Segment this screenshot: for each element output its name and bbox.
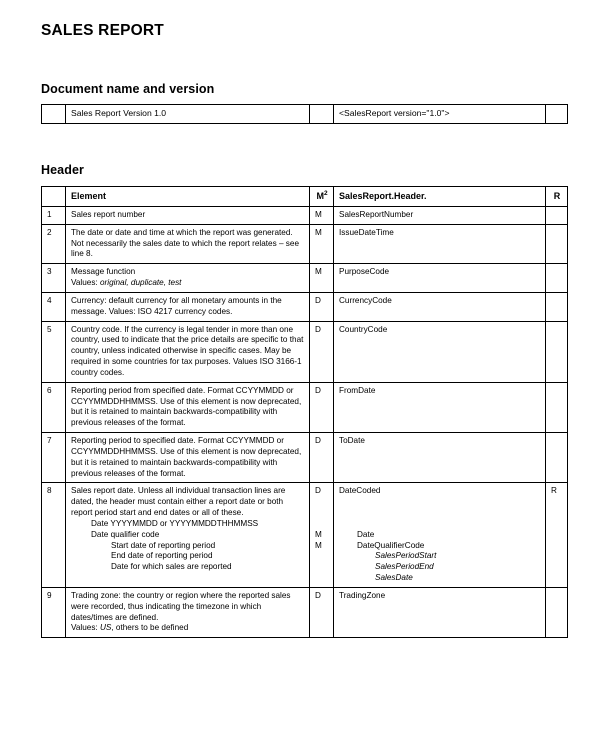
row-element: Reporting period from specified date. Format CCYYMMDD or CCYYMMDDHHMMSS. Use of this element is now deprecated, but it is retained to maintain backwards-compatibility with previous releases of the format. xyxy=(66,382,310,432)
section-heading-version: Document name and version xyxy=(41,82,215,96)
column-header-mandatory xyxy=(310,187,334,207)
row-number: 4 xyxy=(42,292,66,321)
page-title: SALES REPORT xyxy=(41,22,164,39)
row-repeat xyxy=(546,264,568,293)
mandatory-spacer-3 xyxy=(315,519,329,530)
values-italic: US xyxy=(99,623,112,633)
version-table xyxy=(41,104,568,124)
table-row xyxy=(42,207,568,225)
row-mandatory xyxy=(310,483,334,587)
row-path-sub-qualifier: DateQualifierCode xyxy=(357,540,425,550)
row-repeat xyxy=(546,382,568,432)
path-spacer-3 xyxy=(339,519,541,530)
row-number: 1 xyxy=(42,207,66,225)
column-header-path: SalesReport.Header. xyxy=(334,187,546,207)
row-repeat: R xyxy=(546,483,568,587)
row-element-line: Trading zone: the country or region where the reported sales were recorded, thus indicating the timezone in which dates/times are defined. xyxy=(71,590,291,622)
row-number: 8 xyxy=(42,483,66,587)
row-mandatory-sub-date: M xyxy=(315,529,322,539)
table-row xyxy=(42,382,568,432)
version-document-name: Sales Report Version 1.0 xyxy=(66,105,310,124)
row-element-line: Message function xyxy=(71,267,136,277)
row-element xyxy=(66,483,310,587)
row-path: PurposeCode xyxy=(334,264,546,293)
row-element-sub-end: End date of reporting period xyxy=(111,551,213,561)
row-number: 3 xyxy=(42,264,66,293)
values-label: Values: xyxy=(71,623,100,633)
row-element-values xyxy=(71,623,305,634)
table-row xyxy=(42,587,568,637)
section-heading-header: Header xyxy=(41,163,84,177)
column-header-element: Element xyxy=(66,187,310,207)
row-repeat xyxy=(546,433,568,483)
column-header-repeat: R xyxy=(546,187,568,207)
version-cell-blank-mid xyxy=(310,105,334,124)
table-row xyxy=(42,433,568,483)
path-spacer-2 xyxy=(339,508,541,519)
row-element-sub-start: Start date of reporting period xyxy=(111,540,216,550)
row-mandatory: D xyxy=(310,292,334,321)
row-mandatory: D xyxy=(310,321,334,382)
row-path: TradingZone xyxy=(334,587,546,637)
row-number: 9 xyxy=(42,587,66,637)
row-mandatory: D xyxy=(310,587,334,637)
row-repeat xyxy=(546,292,568,321)
row-path: SalesReportNumber xyxy=(334,207,546,225)
header-elements-table xyxy=(41,186,568,638)
row-element xyxy=(66,587,310,637)
row-repeat xyxy=(546,207,568,225)
row-element-values xyxy=(71,278,305,289)
mandatory-spacer-1 xyxy=(315,497,329,508)
row-mandatory: M xyxy=(310,207,334,225)
row-mandatory-sub-qualifier: M xyxy=(315,540,322,550)
row-number: 7 xyxy=(42,433,66,483)
row-path xyxy=(334,483,546,587)
row-element-main: Sales report date. Unless all individual transaction lines are dated, the header must contain either a report date or both report period start and end dates or all of these. xyxy=(71,486,286,518)
row-element-sub-date: Date YYYYMMDD or YYYYMMDDTHHMMSS xyxy=(91,518,259,528)
table-row xyxy=(42,321,568,382)
row-number: 2 xyxy=(42,224,66,263)
row-element-sub-reported: Date for which sales are reported xyxy=(111,562,232,572)
row-path: FromDate xyxy=(334,382,546,432)
row-element: Country code. If the currency is legal tender in more than one country, used to indicate that the price details are specific to that country, unless indicated otherwise in specific cases. May be required in some countries for tax purposes. Values ISO 3166-1 country codes. xyxy=(66,321,310,382)
row-path-sub-period-end: SalesPeriodEnd xyxy=(375,562,434,572)
row-element: Sales report number xyxy=(66,207,310,225)
row-mandatory: D xyxy=(310,433,334,483)
row-path: CurrencyCode xyxy=(334,292,546,321)
column-header-mandatory-footnote: 2 xyxy=(323,190,328,197)
column-header-number xyxy=(42,187,66,207)
row-repeat xyxy=(546,321,568,382)
table-row xyxy=(42,264,568,293)
row-path-sub-period-start: SalesPeriodStart xyxy=(375,551,437,561)
values-label: Values: xyxy=(71,278,100,288)
row-number: 5 xyxy=(42,321,66,382)
row-path-sub-date: Date xyxy=(357,529,375,539)
table-row xyxy=(42,292,568,321)
row-path-main: DateCoded xyxy=(339,486,381,496)
mandatory-spacer-2 xyxy=(315,508,329,519)
column-header-mandatory-letter: M xyxy=(316,191,324,201)
table-row xyxy=(42,105,568,124)
row-element-sub-qualifier: Date qualifier code xyxy=(91,529,160,539)
row-number: 6 xyxy=(42,382,66,432)
row-path: IssueDateTime xyxy=(334,224,546,263)
row-element: Currency: default currency for all monetary amounts in the message. Values: ISO 4217 currency codes. xyxy=(66,292,310,321)
row-mandatory-main: D xyxy=(315,486,321,496)
row-path: CountryCode xyxy=(334,321,546,382)
row-element xyxy=(66,264,310,293)
version-xml-tag: <SalesReport version="1.0"> xyxy=(334,105,546,124)
row-mandatory: M xyxy=(310,224,334,263)
values-italic: original, duplicate, test xyxy=(99,278,182,288)
row-element: The date or date and time at which the report was generated. Not necessarily the sales date to which the report relates – see line 8. xyxy=(66,224,310,263)
row-repeat xyxy=(546,587,568,637)
row-repeat xyxy=(546,224,568,263)
version-cell-blank-left xyxy=(42,105,66,124)
path-spacer-1 xyxy=(339,497,541,508)
values-suffix: , others to be defined xyxy=(111,623,189,633)
row-mandatory: M xyxy=(310,264,334,293)
row-path: ToDate xyxy=(334,433,546,483)
version-cell-blank-right xyxy=(546,105,568,124)
table-header-row xyxy=(42,187,568,207)
table-row xyxy=(42,224,568,263)
row-mandatory: D xyxy=(310,382,334,432)
table-row xyxy=(42,483,568,587)
row-path-sub-sales-date: SalesDate xyxy=(375,573,413,583)
row-element: Reporting period to specified date. Format CCYYMMDD or CCYYMMDDHHMMSS. Use of this element is now deprecated, but it is retained to maintain backwards-compatibility with previous releases of the format. xyxy=(66,433,310,483)
